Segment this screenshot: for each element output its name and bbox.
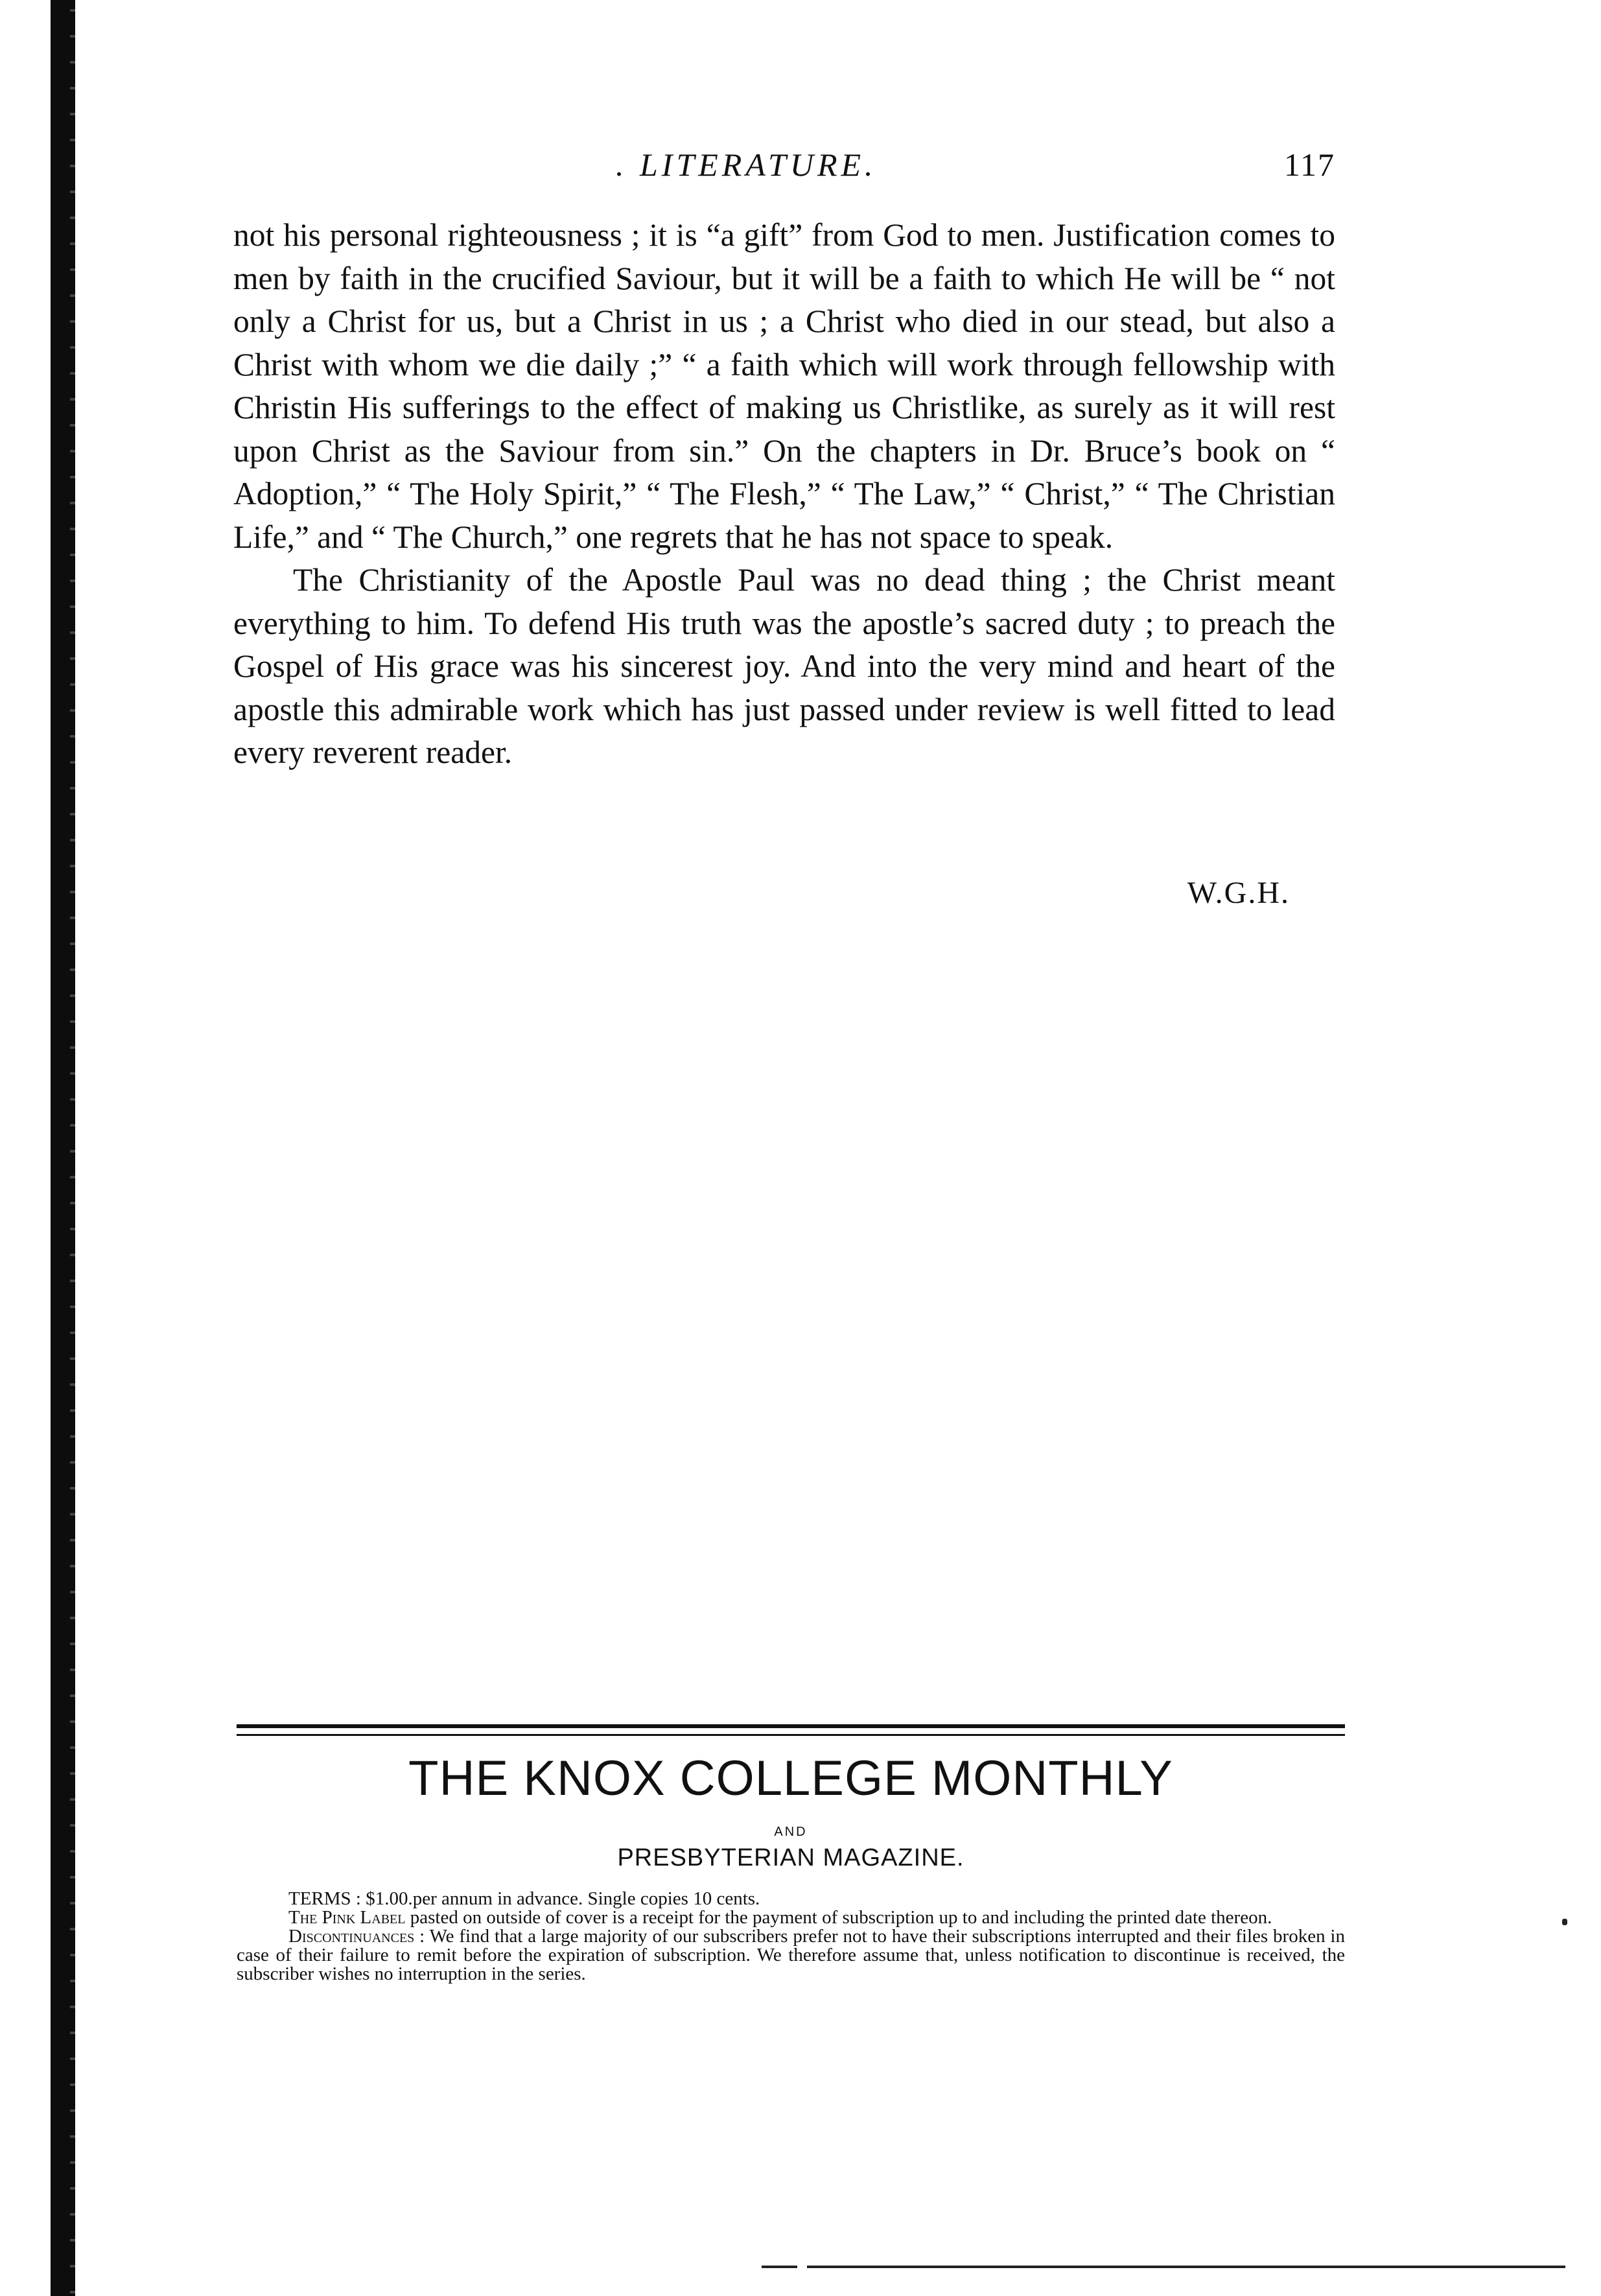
masthead-and: AND	[774, 1825, 808, 1839]
terms-text: $1.00.per annum in advance. Single copies 10 cents.	[366, 1888, 760, 1909]
divider-rule-thick	[237, 1724, 1345, 1728]
discontinuances-label: Discontinuances :	[288, 1926, 425, 1947]
discontinuances-note	[237, 1927, 1345, 1984]
bottom-rule	[807, 2266, 1565, 2268]
pink-label-text: pasted on outside of cover is a receipt for the payment of subscription up to and including the printed date thereon.	[410, 1907, 1272, 1928]
terms-line	[237, 1890, 1345, 1908]
paragraph-1: not his personal righteousness ; it is “a gift” from God to men. Justification comes to men by faith in the crucified Saviour, but it will be a faith to which He will be “ not only a Christ for us, but a Christ in us ; a Christ who died in our stead, but also a Christ with whom we die daily ;” “ a faith which will work through fellowship with Christin His sufferings to the effect of making us Christlike, as surely as it will rest upon Christ as the Saviour from sin.” On the chapters in Dr. Bruce’s book on “ Adoption,” “ The Holy Spirit,” “ The Flesh,” “ The Law,” “ Christ,” “ The Christian Life,” and “ The Church,” one regrets that he has not space to speak.	[233, 217, 1335, 555]
paragraph-2: The Christianity of the Apostle Paul was no dead thing ; the Christ meant everything to him. To defend His truth was the apostle’s sacred duty ; to preach the Gospel of His grace was his sincerest joy. And into the very mind and heart of the apostle this admirable work which has just passed under review is well fitted to lead every reverent reader.	[233, 562, 1335, 770]
binding-edge	[51, 0, 74, 2296]
discontinuances-text: We find that a large majority of our subscribers prefer not to have their subscriptions interrupted and their files broken in case of their failure to remit before the expiration of subscription. We therefore assume that, unless notification to discontinue is received, the subscriber wishes no interruption in the series.	[237, 1926, 1345, 1984]
divider-rule-thin	[237, 1734, 1345, 1736]
running-title: . LITERATURE.	[616, 146, 877, 183]
ink-speck	[1562, 1919, 1567, 1925]
pink-label-label: The Pink Label	[288, 1907, 406, 1928]
subscription-terms	[237, 1890, 1345, 1984]
terms-label: TERMS :	[288, 1888, 361, 1909]
bottom-rule-short	[762, 2266, 797, 2268]
masthead-title: THE KNOX COLLEGE MONTHLY	[408, 1751, 1173, 1806]
pink-label-note	[237, 1908, 1345, 1927]
author-signature: W.G.H.	[1187, 876, 1290, 910]
page-number: 117	[1283, 146, 1335, 183]
page-header	[233, 146, 1374, 198]
masthead-subtitle: PRESBYTERIAN MAGAZINE.	[617, 1844, 964, 1871]
article-body	[233, 214, 1335, 775]
